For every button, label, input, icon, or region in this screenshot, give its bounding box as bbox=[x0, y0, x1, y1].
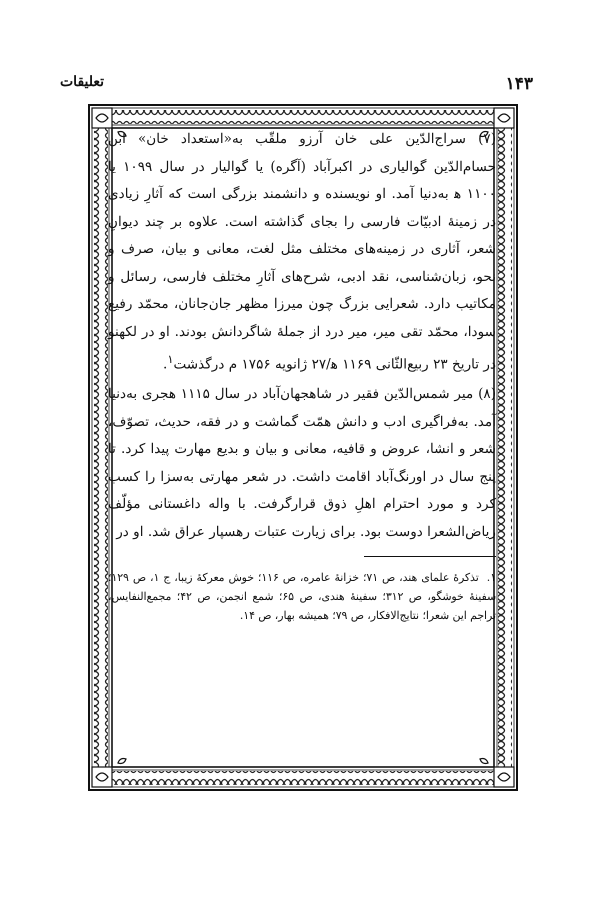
entry-8 bbox=[108, 381, 496, 546]
footnote-separator bbox=[364, 556, 496, 557]
footnote bbox=[108, 568, 496, 625]
page-number: ۱۴۳ bbox=[505, 74, 533, 94]
footnote-number: ۱. bbox=[486, 570, 496, 584]
page-header bbox=[60, 74, 533, 98]
page-body bbox=[108, 126, 496, 636]
entry-number: (۸) bbox=[478, 386, 496, 403]
entry-number: (۷) bbox=[478, 131, 496, 147]
footnote-text: تذکرهٔ علمای هند، ص ۷۱؛ خزانهٔ عامره، ص ۱۱۶؛ خوش معرکهٔ زیبا، ج ۱، ص ۱۲۹؛ سفینهٔ خوشگو، ص ۳۱۲؛ سفینهٔ هندی، ص ۶۵؛ شمع انجمن، ص ۴۲؛ مجمع‌النفایس، تراجم این شعرا؛ نتایج‌الافکار، ص ۷۹؛ همیشه بهار، ص ۱۴. bbox=[108, 570, 496, 622]
entry-text: سراج‌الدّین علی خان آرزو ملقّب به«استعداد خان» ابن حسام‌الدّین گوالیاری در اکبرآباد (آگره) یا گوالیار در سال ۱۰۹۹ یا ۱۱۰۰ ﻫ به‌دنیا آمد. او نویسنده و دانشمند بزرگی است که آثارِ زیادی در زمینهٔ ادبیّات فارسی را بجای گذاشته است. علاوه بر چند دیوانِ شعر، آثاری در زمینه‌های مختلف مثل لغت، معانی و بیان، صرف و نحو، زبان‌شناسی، نقد ادبی، شرح‌های آثارِ مختلف فارسی، رسائل و مکاتیب دارد. شعرایی بزرگ چون میرزا مظهر جان‌جانان، محمّد رفیع سودا، محمّد تقی میر، میر درد از جملهٔ شاگردانش بودند. او در لکهنو در تاریخ ۲۳ ربیع‌الثّانی ۱۱۶۹ ﻫ/۲۷ ژانویه ۱۷۵۶ م درگذشت bbox=[108, 131, 496, 373]
running-title: تعلیقات bbox=[60, 74, 105, 90]
entry-text: میر شمس‌الدّین فقیر در شاهجهان‌آباد در سال ۱۱۱۵ هجری به‌دنیا آمد. به‌فراگیری ادب و دانش همّت گماشت و در فقه، حدیث، تصوّف، شعر و انشا، عروض و قافیه، معانی و بیان و بدیع مهارت پیدا کرد. تا پنج سال در اورنگ‌آباد اقامت داشت. در شعر مهارتی به‌سزا را کسب کرد و مورد احترام اهلِ ذوق قرارگرفت. با واله داغستانی مؤلّف ریاض‌الشعرا دوست بود. برای زیارت عتبات رهسپار عراق شد. او در bbox=[108, 386, 496, 540]
footnote-ref: ۱ bbox=[167, 352, 174, 366]
entry-7: (۷) سراج‌الدّین علی خان آرزو ملقّب به«استعداد خان» ابن حسام‌الدّین گوالیاری در اکبرآباد (آگره) یا گوالیار در سال ۱۰۹۹ یا ۱۱۰۰ ﻫ به‌دنیا آمد. او نویسنده و دانشمند بزرگی است که آثارِ زیادی در زمینهٔ ادبیّات فارسی را بجای گذاشته است. علاوه بر چند دیوانِ شعر، آثاری در زمینه‌های مختلف مثل لغت، معانی و بیان، صرف و نحو، زبان‌شناسی، نقد ادبی، شرح‌های آثارِ مختلف فارسی، رسائل و مکاتیب دارد. شعرایی بزرگ چون میرزا مظهر جان‌جانان، محمّد رفیع سودا، محمّد تقی میر، میر درد از جملهٔ شاگردانش بودند. او در لکهنو در تاریخ ۲۳ ربیع‌الثّانی ۱۱۶۹ ﻫ/۲۷ ژانویه ۱۷۵۶ م درگذشت$^۱$. bbox=[108, 131, 496, 373]
